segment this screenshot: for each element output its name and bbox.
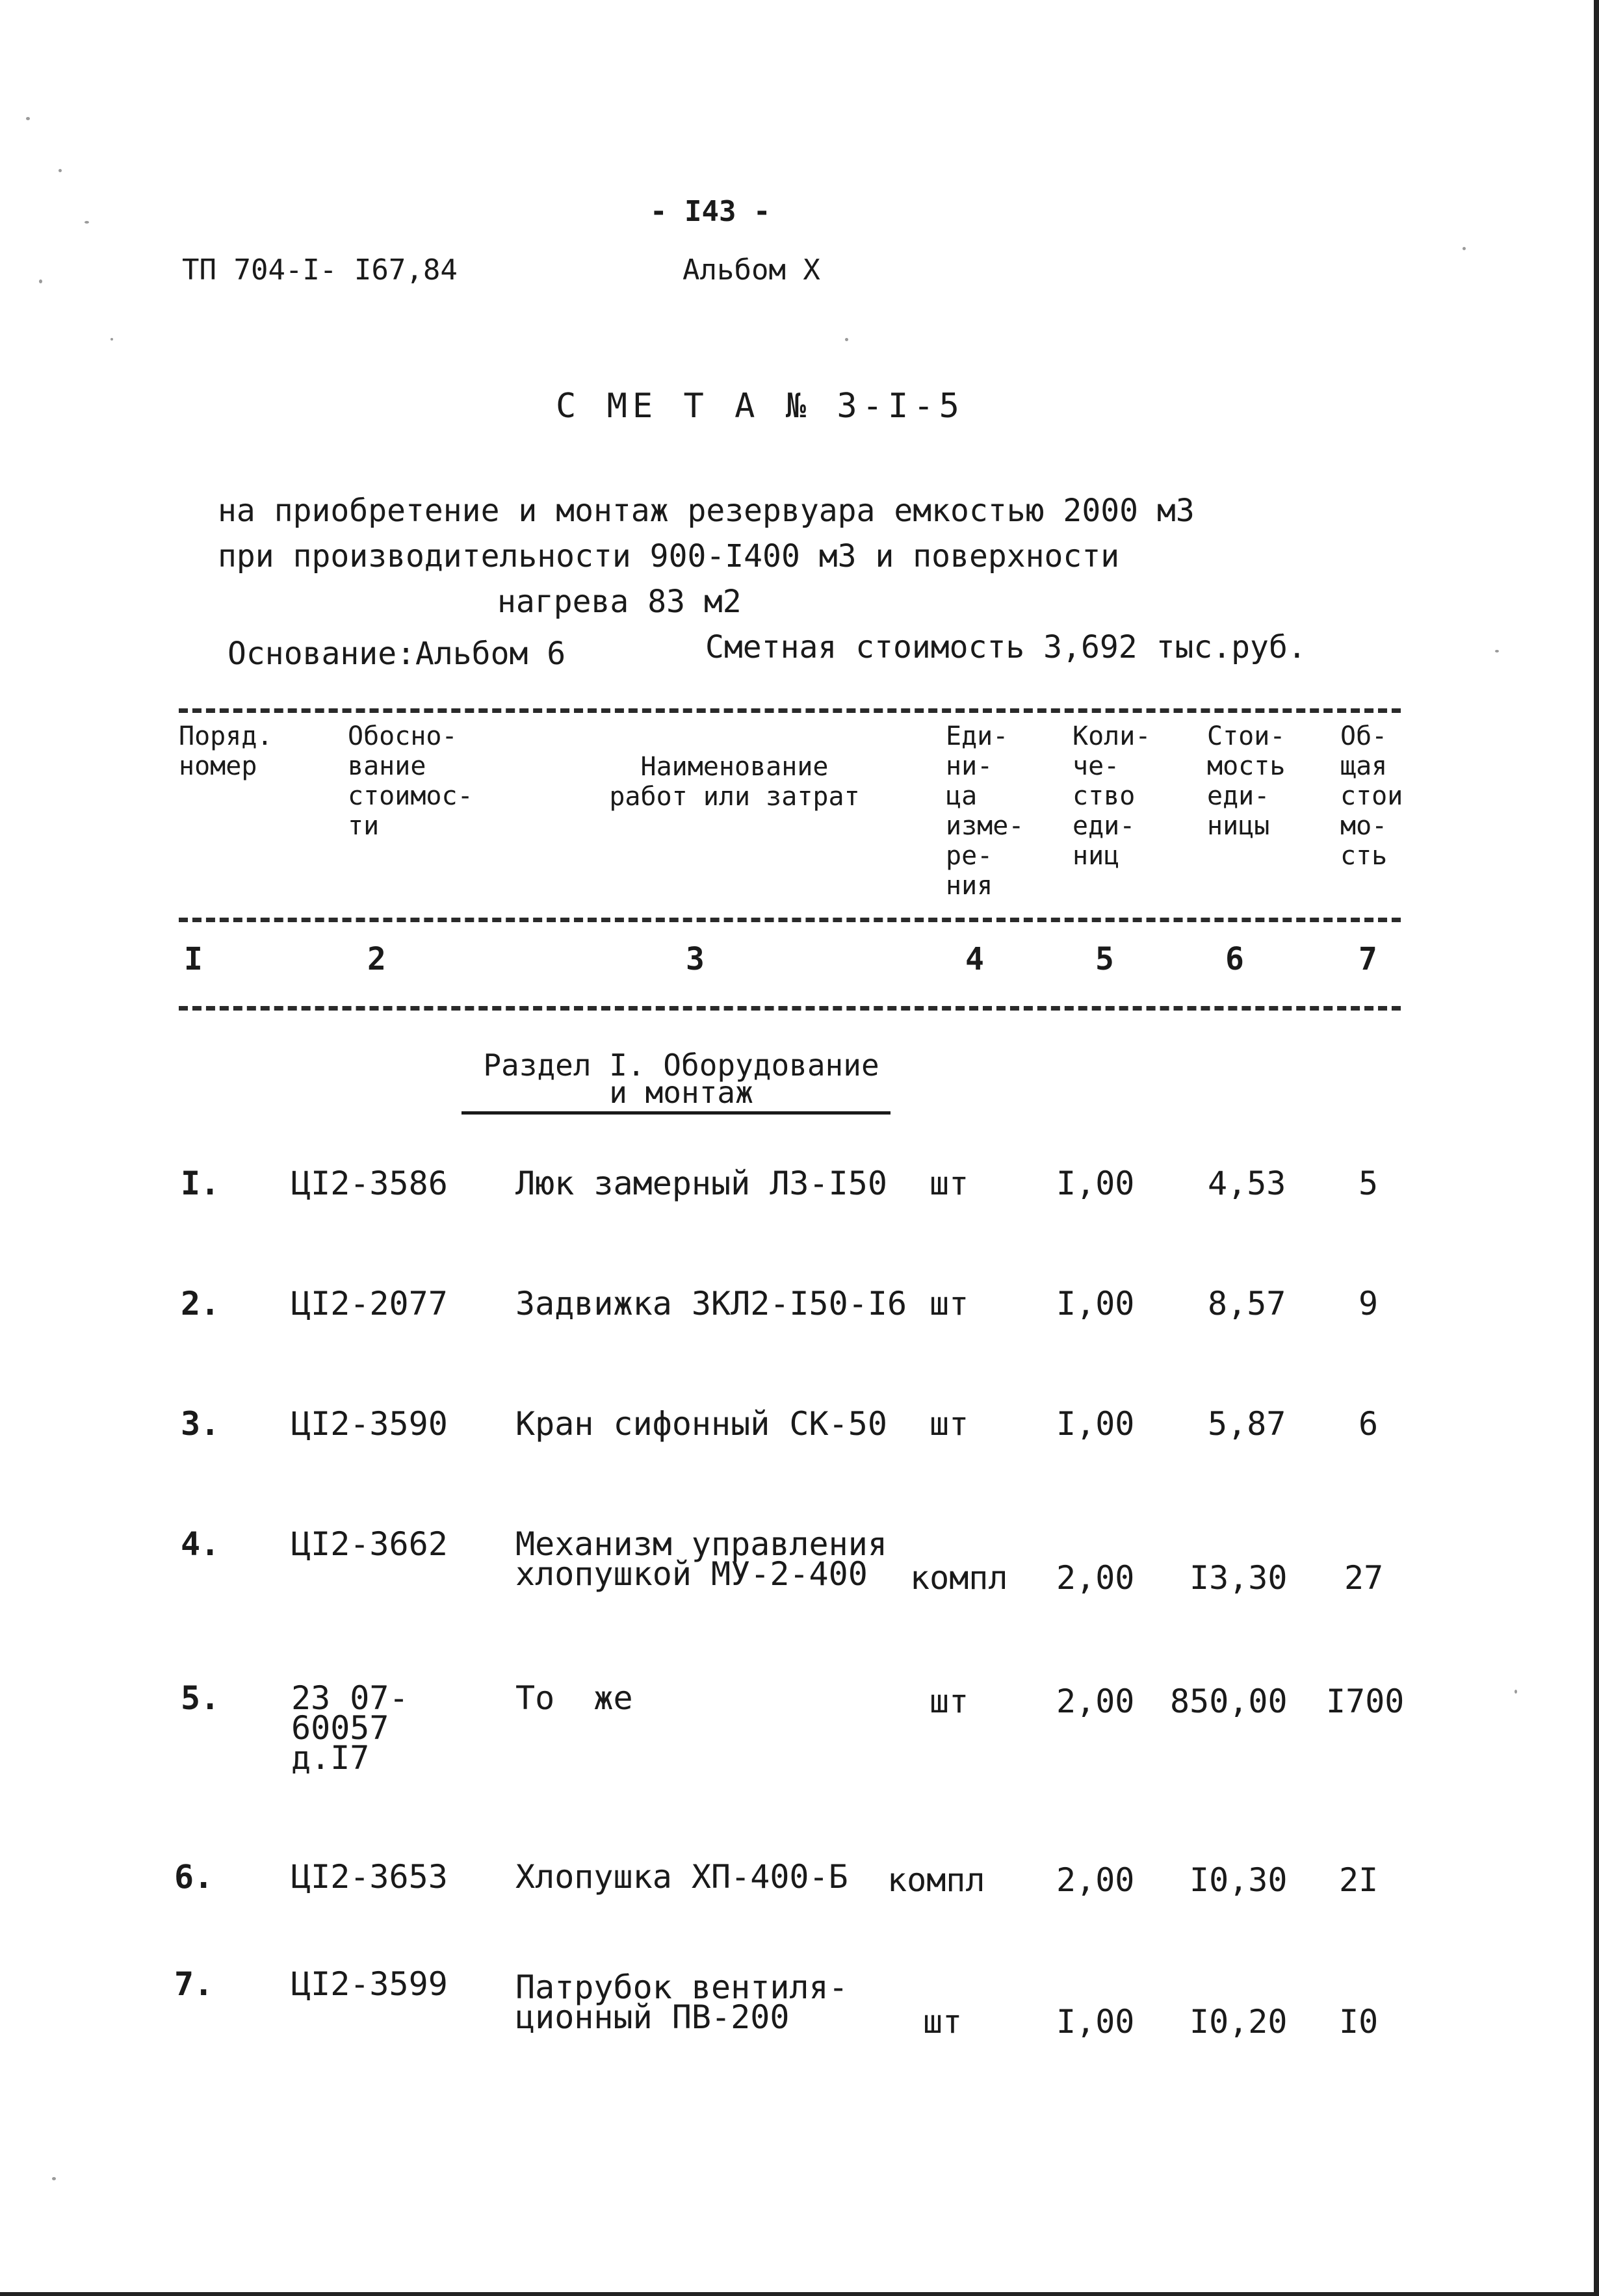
header-quantity: Коли- че- ство еди- ниц	[1072, 721, 1151, 871]
scan-noise	[1514, 1690, 1517, 1694]
column-number-1: I	[184, 941, 203, 977]
row-2-quantity: I,00	[1056, 1285, 1135, 1322]
row-1-quantity: I,00	[1056, 1165, 1135, 1202]
row-7-name: Патрубок вентиля- ционный ПВ-200	[515, 1968, 848, 2036]
row-2-name: Задвижка ЗКЛ2-I50-I6	[515, 1285, 907, 1322]
header-order-number: Поряд. номер	[179, 721, 273, 781]
row-4-total: 27	[1344, 1559, 1384, 1597]
document-code: ТП 704-I- I67,84	[182, 253, 458, 287]
row-2-price: 8,57	[1208, 1285, 1286, 1322]
row-2-basis: ЦI2-2077	[291, 1285, 448, 1322]
row-5-unit: шт	[930, 1683, 969, 1720]
intro-line-2: при производительности 900-I400 м3 и поверхности	[218, 538, 1120, 574]
row-5-number: 5.	[181, 1679, 220, 1717]
row-6-number: 6.	[174, 1858, 214, 1896]
row-6-basis: ЦI2-3653	[291, 1858, 448, 1896]
row-3-name: Кран сифонный СК-50	[515, 1405, 887, 1443]
scan-noise	[845, 338, 848, 341]
scan-noise	[39, 279, 42, 283]
intro-line-1: на приобретение и монтаж резервуара емкостью 2000 м3	[218, 493, 1195, 529]
row-5-name: То же	[515, 1679, 633, 1717]
album-label: Альбом X	[682, 253, 820, 287]
row-4-price: I3,30	[1190, 1559, 1288, 1597]
row-4-unit: компл	[910, 1559, 1008, 1597]
row-6-quantity: 2,00	[1056, 1861, 1135, 1899]
row-1-price: 4,53	[1208, 1165, 1286, 1202]
page-number: - I43 -	[650, 195, 771, 228]
row-4-basis: ЦI2-3662	[291, 1525, 448, 1563]
row-7-price: I0,20	[1190, 2003, 1288, 2041]
header-work-name: Наименование работ или затрат	[609, 752, 860, 812]
row-1-total: 5	[1358, 1165, 1379, 1202]
intro-line-3: нагрева 83 м2	[497, 584, 742, 620]
row-6-price: I0,30	[1190, 1861, 1288, 1899]
scan-noise	[1495, 650, 1499, 652]
row-6-total: 2I	[1339, 1861, 1379, 1899]
column-number-4: 4	[965, 941, 984, 977]
basis-reference: Основание:Альбом 6	[228, 636, 566, 672]
document-title: С МЕ Т А № 3-I-5	[556, 387, 965, 426]
scan-edge-bottom	[0, 2292, 1599, 2296]
scan-noise	[26, 117, 30, 120]
scan-noise	[58, 169, 62, 172]
column-number-3: 3	[686, 941, 705, 977]
row-2-unit: шт	[930, 1285, 969, 1322]
row-2-number: 2.	[181, 1285, 220, 1322]
section-title-underline	[462, 1111, 890, 1115]
row-3-number: 3.	[181, 1405, 220, 1443]
row-4-number: 4.	[181, 1525, 220, 1563]
column-number-5: 5	[1095, 941, 1114, 977]
header-unit: Еди- ни- ца изме- ре- ния	[946, 721, 1024, 901]
row-5-total: I700	[1326, 1683, 1405, 1720]
column-number-2: 2	[367, 941, 386, 977]
column-number-7: 7	[1358, 941, 1377, 977]
scan-edge-right	[1594, 0, 1599, 2296]
estimated-cost: Сметная стоимость 3,692 тыс.руб.	[705, 629, 1306, 665]
row-7-basis: ЦI2-3599	[291, 1965, 448, 2003]
column-number-6: 6	[1225, 941, 1244, 977]
row-3-basis: ЦI2-3590	[291, 1405, 448, 1443]
row-7-quantity: I,00	[1056, 2003, 1135, 2041]
row-4-quantity: 2,00	[1056, 1559, 1135, 1597]
row-3-price: 5,87	[1208, 1405, 1286, 1443]
header-unit-price: Стои- мость еди- ницы	[1207, 721, 1286, 841]
column-numbers-rule	[179, 1006, 1401, 1011]
row-1-unit: шт	[930, 1165, 969, 1202]
row-7-total: I0	[1339, 2003, 1379, 2041]
row-7-number: 7.	[174, 1965, 214, 2003]
row-3-total: 6	[1358, 1405, 1379, 1443]
row-6-name: Хлопушка ХП-400-Б	[515, 1858, 848, 1896]
row-1-basis: ЦI2-3586	[291, 1165, 448, 1202]
row-5-price: 850,00	[1170, 1683, 1288, 1720]
row-7-unit: шт	[923, 2003, 963, 2041]
row-3-quantity: I,00	[1056, 1405, 1135, 1443]
table-top-rule	[179, 708, 1401, 713]
scan-noise	[1462, 247, 1466, 250]
row-1-name: Люк замерный ЛЗ-I50	[515, 1165, 887, 1202]
row-3-unit: шт	[930, 1405, 969, 1443]
row-6-unit: компл	[887, 1861, 985, 1899]
row-4-name: Механизм управления хлопушкой МУ-2-400	[515, 1525, 887, 1593]
header-total: Об- щая стои мо- сть	[1340, 721, 1403, 871]
scan-noise	[52, 2177, 56, 2180]
header-bottom-rule	[179, 918, 1401, 922]
scan-noise	[110, 338, 113, 341]
row-2-total: 9	[1358, 1285, 1379, 1322]
row-1-number: I.	[181, 1165, 220, 1202]
scan-noise	[84, 221, 89, 224]
row-5-basis: 23 07- 60057 д.I7	[291, 1679, 409, 1777]
section-title: Раздел I. Оборудование и монтаж	[483, 1048, 879, 1110]
row-5-quantity: 2,00	[1056, 1683, 1135, 1720]
header-cost-basis: Обосно- вание стоимос- ти	[348, 721, 473, 841]
